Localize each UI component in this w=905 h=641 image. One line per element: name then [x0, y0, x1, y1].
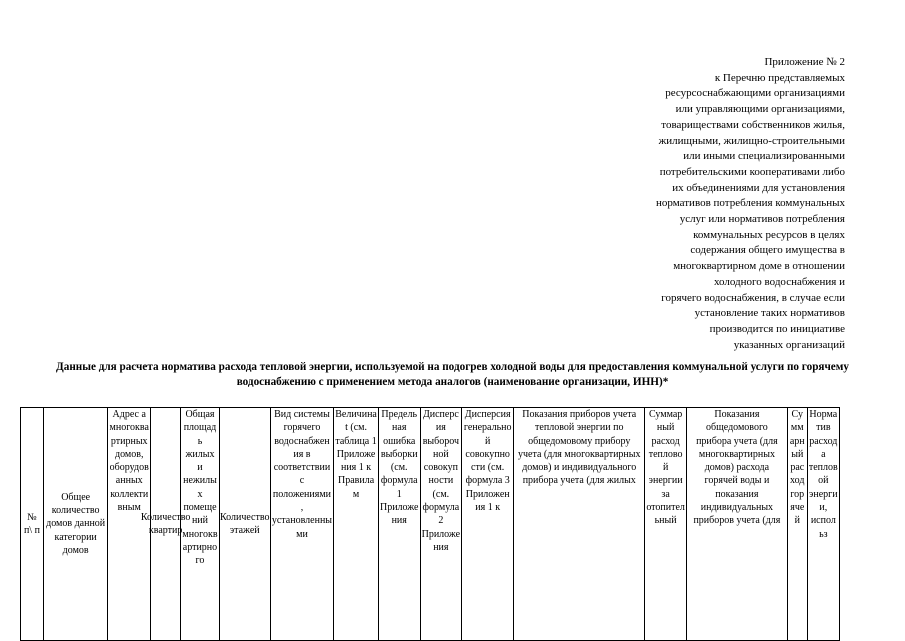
table-header-label: Величина t (см. таблица 1 Приложения 1 к Правилам	[335, 409, 377, 500]
table-header-label: Показания общедомового прибора учета (для многоквартирных домов) расхода горячей воды и показания индивидуальных приборов учета (для	[693, 409, 781, 527]
table-header-cell	[21, 408, 44, 641]
table-header-label: Количество этажей	[219, 511, 270, 536]
table-header-label: Вид системы горячего водоснабжения в соответствии с положениями, установленными	[271, 409, 333, 540]
table-header-label: Адрес а многоквартирных домов, оборудованных коллективным	[109, 409, 149, 514]
appendix-line: горячего водоснабжения, в случае если	[661, 291, 845, 304]
table-header-cell	[270, 408, 333, 641]
appendix-line: содержания общего имущества в	[690, 244, 845, 257]
appendix-line: указанных организаций	[733, 338, 845, 351]
table-header-label: Норматив расхода тепловой энергии, использ	[808, 409, 838, 540]
appendix-line: товариществами собственников жилья,	[661, 118, 845, 131]
appendix-line: потребительскими кооперативами либо	[659, 165, 845, 178]
appendix-line: к Перечню представляемых	[714, 71, 845, 84]
appendix-line: услуг или нормативов потребления	[679, 213, 845, 226]
appendix-line: установление таких нормативов	[694, 307, 845, 320]
table-header-label: Показания приборов учета тепловой энергии по общедомовому прибору учета (для многоквартирных домов) и индивидуального прибора учета (для жилых	[518, 409, 641, 487]
table-header-cell	[334, 408, 379, 641]
table-header-row	[21, 408, 840, 641]
table-header-label: Дисперсия выборочной совокупности (см. формула 2 Приложения	[421, 409, 461, 553]
table-header-label: Суммарный расход тепловой энергии за отопительный	[646, 409, 685, 527]
table-header-label: № п\ п	[23, 511, 40, 536]
table-header-cell	[140, 408, 191, 641]
appendix-block	[560, 55, 845, 353]
table-header-cell	[787, 408, 807, 641]
table-header-label: Дисперсия генеральной совокупности (см. формула 3 Приложения 1 к	[463, 409, 512, 514]
table-header-cell	[420, 408, 462, 641]
table-header-cell	[43, 408, 108, 641]
data-table	[20, 407, 840, 641]
table-header-cell	[378, 408, 420, 641]
table-header-cell	[514, 408, 645, 641]
appendix-line: жилищными, жилищно-строительными	[658, 134, 845, 147]
appendix-line: холодного водоснабжения и	[713, 275, 845, 288]
table-header-cell	[219, 408, 270, 641]
appendix-line: коммунальных ресурсов в целях	[693, 228, 845, 241]
table-header-cell	[807, 408, 839, 641]
appendix-line: Приложение № 2	[764, 56, 845, 68]
table-header-cell	[462, 408, 514, 641]
table-header-label: Количество квартир	[140, 511, 191, 536]
table-header-label: Предельная ошибка выборки (см. формула 1 Приложения	[379, 409, 419, 527]
table-header-label: Общая площадь жилых и нежилых помещений многоквартирного	[182, 409, 218, 567]
data-table-wrapper	[20, 407, 842, 640]
document-title: Данные для расчета норматива расхода тепловой энергии, используемой на подогрев холодной воды для предоставления коммунальной услуги по горячему водоснабжению с применением метода аналогов (наименование организации, ИНН)*	[56, 361, 849, 388]
table-header-cell	[645, 408, 687, 641]
table-header-cell	[686, 408, 787, 641]
table-header-label: Общее количество домов данной категории домов	[46, 491, 106, 556]
appendix-line: производится по инициативе	[709, 322, 845, 335]
appendix-line: нормативов потребления коммунальных	[656, 197, 845, 210]
table-header-label: Суммарный расход горячей	[789, 409, 805, 527]
appendix-line: многоквартирном доме в отношении	[673, 260, 845, 273]
appendix-line: их объединениями для установления	[672, 181, 845, 194]
appendix-line: или иными специализированными	[683, 150, 845, 163]
appendix-line: или управляющими организациями,	[675, 103, 845, 116]
appendix-line: ресурсоснабжающими организациями	[665, 87, 845, 100]
